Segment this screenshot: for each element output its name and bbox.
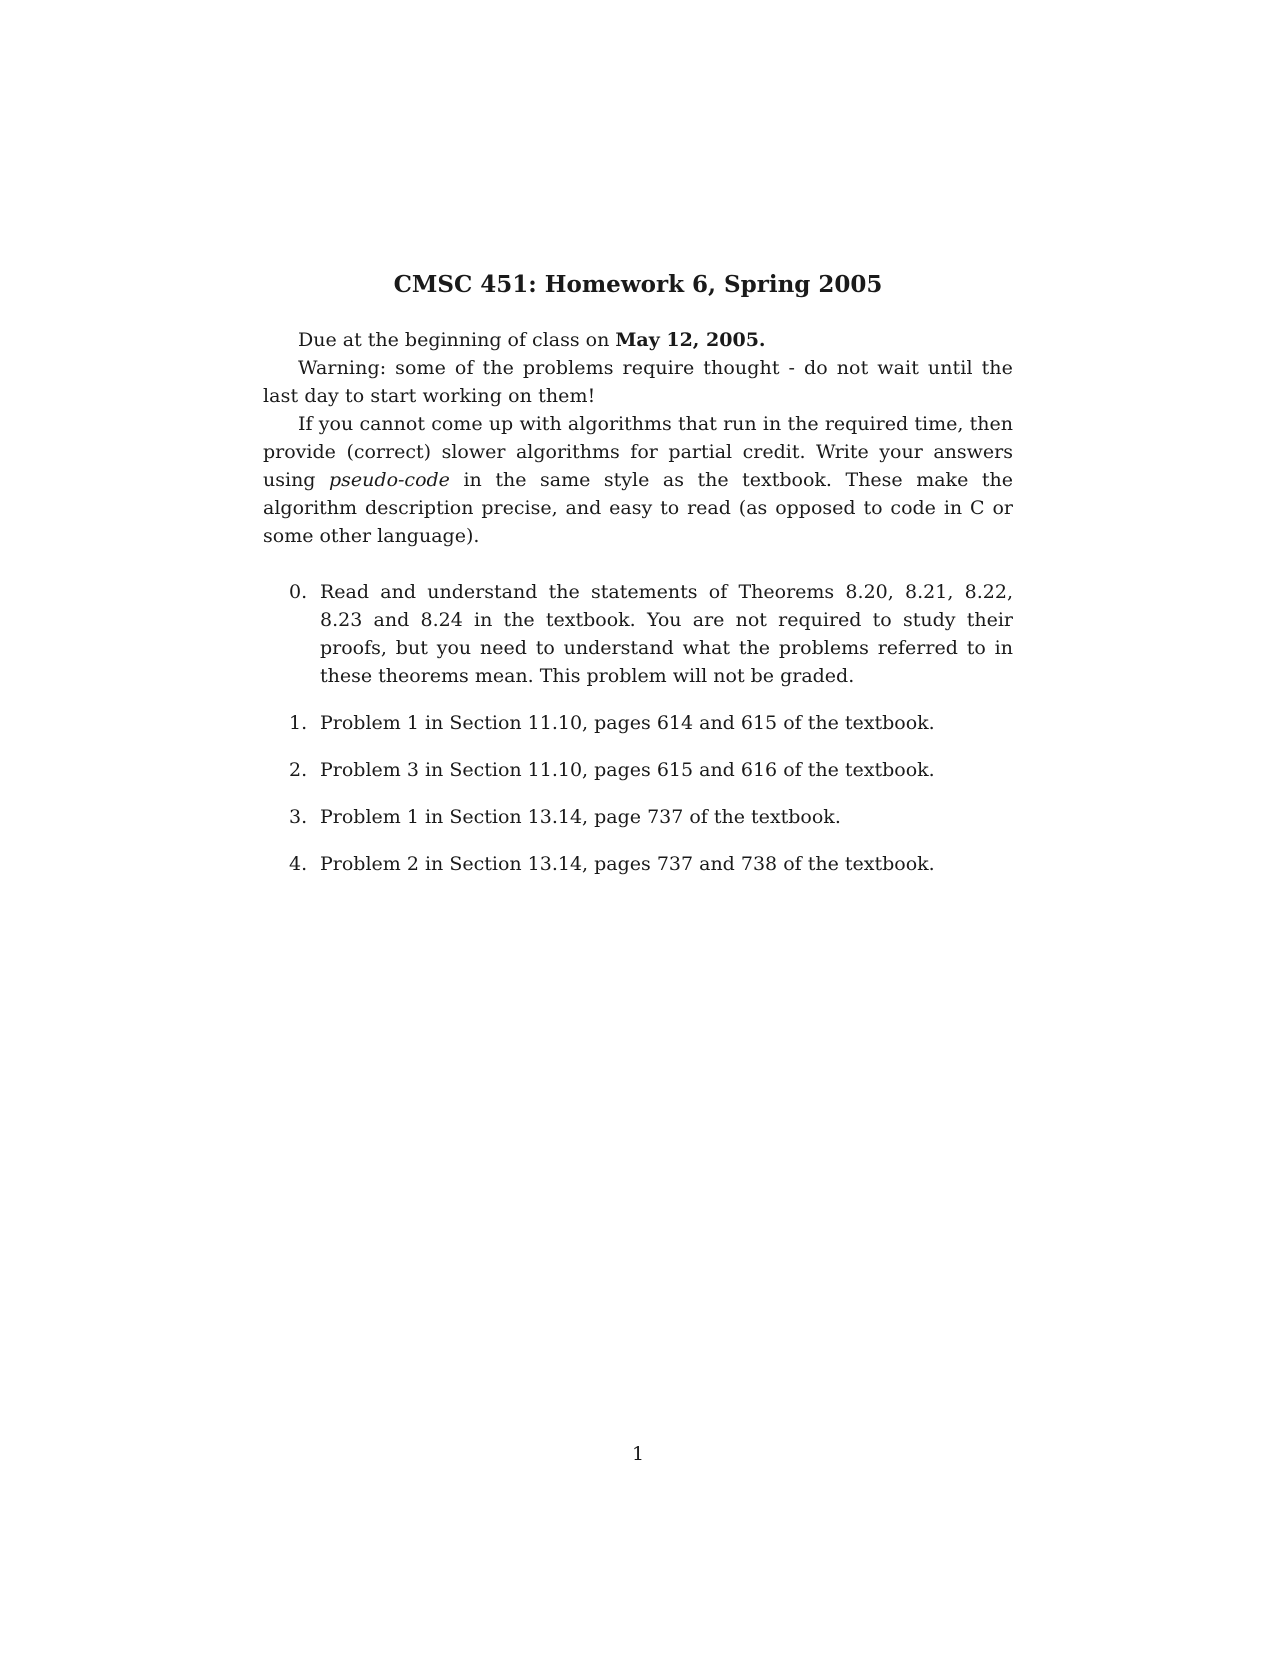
problem-text: Problem 1 in Section 13.14, page 737 of the textbook. (320, 806, 841, 828)
problem-item-2 (263, 756, 1013, 784)
page-number: 1 (631, 1443, 645, 1465)
problem-item-3 (263, 803, 1013, 831)
credit-text-before: If you cannot come up with algorithms that run in the required time, then provide (correct) slower algorithms for partial credit. Write your answers using (263, 413, 1013, 491)
problem-number: 4. (289, 853, 308, 875)
problem-item-4 (263, 850, 1013, 878)
intro-section (263, 326, 1013, 550)
problem-item-1 (263, 709, 1013, 737)
problem-number: 3. (289, 806, 308, 828)
problem-text: Problem 2 in Section 13.14, pages 737 and 738 of the textbook. (320, 853, 935, 875)
due-date: May 12, 2005. (615, 329, 766, 351)
problem-text: Problem 3 in Section 11.10, pages 615 and 616 of the textbook. (320, 759, 935, 781)
problem-list (263, 578, 1013, 897)
partial-credit-paragraph (263, 410, 1013, 550)
problem-number: 1. (289, 712, 308, 734)
problem-text: Read and understand the statements of Theorems 8.20, 8.21, 8.22, 8.23 and 8.24 in the textbook. You are not required to study their proofs, but you need to understand what the problems referred to in these theorems mean. This problem will not be graded. (320, 581, 1013, 687)
problem-number: 2. (289, 759, 308, 781)
warning-paragraph: Warning: some of the problems require thought - do not wait until the last day to start working on them! (263, 357, 1013, 407)
pseudo-code-emphasis: pseudo-code (329, 469, 450, 491)
problem-number: 0. (289, 581, 308, 603)
due-date-paragraph (263, 326, 1013, 354)
due-prefix: Due at the beginning of class on (298, 329, 616, 351)
problem-item-0 (263, 578, 1013, 690)
credit-text-after: in the same style as the textbook. These make the algorithm description precise, and easy to read (as opposed to code in C or some other language). (263, 469, 1013, 547)
document-title: CMSC 451: Homework 6, Spring 2005 (393, 271, 883, 298)
problem-text: Problem 1 in Section 11.10, pages 614 and 615 of the textbook. (320, 712, 935, 734)
